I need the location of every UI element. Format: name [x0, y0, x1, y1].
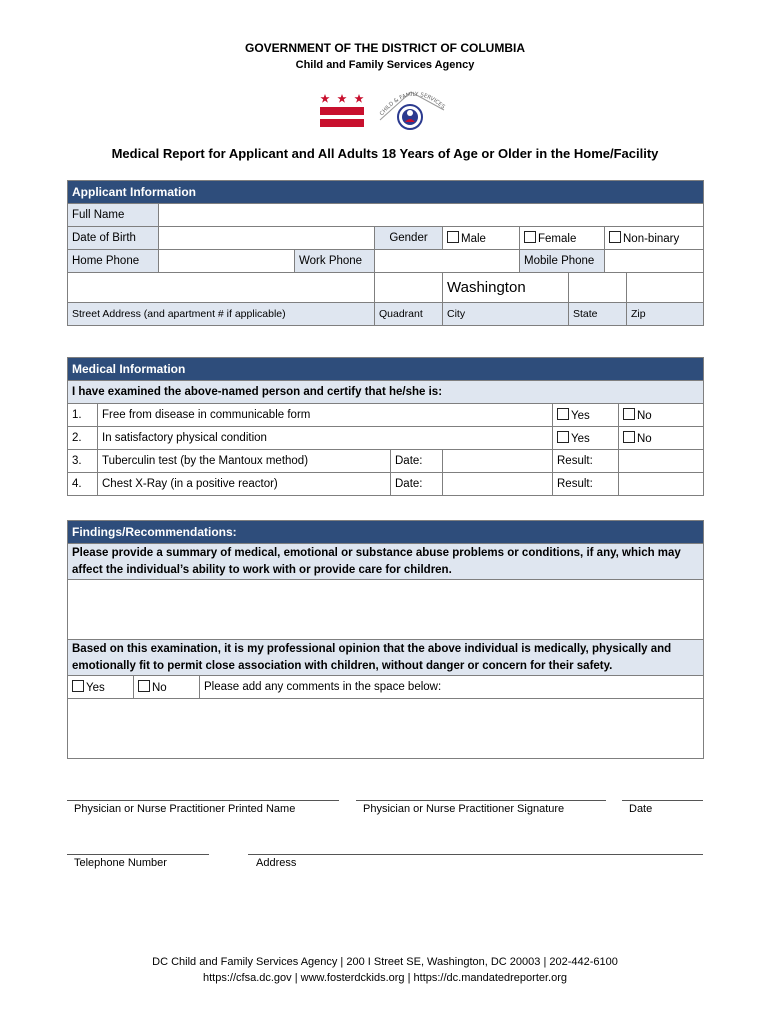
checkbox-icon[interactable] [623, 431, 635, 443]
female-label: Female [538, 233, 577, 245]
checkbox-icon[interactable] [609, 231, 621, 243]
physical-yes-option[interactable] [553, 427, 619, 450]
full-name-field[interactable] [159, 204, 704, 227]
address-line[interactable] [248, 854, 703, 855]
work-phone-field[interactable] [375, 250, 520, 273]
applicant-section-header: Applicant Information [68, 181, 704, 204]
telephone-line[interactable] [67, 854, 209, 855]
flag-bar [320, 119, 364, 127]
gender-nonbinary-option[interactable] [605, 227, 704, 250]
tb-result-label: Result: [553, 450, 619, 473]
state-label: State [569, 303, 627, 326]
row-number: 3. [68, 450, 98, 473]
checkbox-icon[interactable] [623, 408, 635, 420]
government-heading: GOVERNMENT OF THE DISTRICT OF COLUMBIA [245, 41, 525, 55]
gender-female-option[interactable] [520, 227, 605, 250]
xray-result-label: Result: [553, 473, 619, 496]
mobile-phone-field[interactable] [605, 250, 704, 273]
gender-male-option[interactable] [443, 227, 520, 250]
tb-date-field[interactable] [443, 450, 553, 473]
medical-info-table [67, 357, 704, 496]
certify-statement: I have examined the above-named person and certify that he/she is: [68, 381, 704, 404]
city-label: City [443, 303, 569, 326]
male-label: Male [461, 233, 486, 245]
physical-condition-item: In satisfactory physical condition [98, 427, 553, 450]
tuberculin-test-item: Tuberculin test (by the Mantoux method) [98, 450, 391, 473]
findings-table [67, 520, 704, 759]
address-label: Address [256, 857, 297, 869]
checkbox-icon[interactable] [138, 680, 150, 692]
physical-no-option[interactable] [619, 427, 704, 450]
form-title: Medical Report for Applicant and All Adults 18 Years of Age or Older in the Home/Facility [111, 146, 659, 161]
street-address-field[interactable] [68, 273, 375, 303]
star-icon [320, 94, 329, 103]
zip-field[interactable] [627, 273, 704, 303]
home-phone-label: Home Phone [68, 250, 159, 273]
gender-label: Gender [375, 227, 443, 250]
printed-name-line[interactable] [67, 800, 339, 801]
xray-date-label: Date: [391, 473, 443, 496]
cfsa-seal-logo [374, 86, 448, 134]
seal-text: CHILD & FAMILY SERVICES [378, 91, 446, 118]
agency-heading: Child and Family Services Agency [295, 59, 475, 71]
comments-prompt: Please add any comments in the space below: [200, 676, 704, 699]
tb-result-field[interactable] [619, 450, 704, 473]
footer-contact: DC Child and Family Services Agency | 200 I Street SE, Washington, DC 20003 | 202-442-6100 [152, 956, 618, 968]
no-label: No [637, 410, 652, 422]
date-line[interactable] [622, 800, 703, 801]
dc-flag-logo [320, 93, 364, 129]
signature-line[interactable] [356, 800, 606, 801]
disease-yes-option[interactable] [553, 404, 619, 427]
yes-label: Yes [86, 682, 105, 694]
star-icon [337, 94, 346, 103]
quadrant-label: Quadrant [375, 303, 443, 326]
printed-name-label: Physician or Nurse Practitioner Printed Name [74, 803, 296, 815]
xray-result-field[interactable] [619, 473, 704, 496]
full-name-label: Full Name [68, 204, 159, 227]
checkbox-icon[interactable] [72, 680, 84, 692]
state-field[interactable] [569, 273, 627, 303]
professional-opinion-statement: Based on this examination, it is my professional opinion that the above individual is medically, physically and emotionally fit to permit close association with children, without danger or concern for their safety. [68, 640, 704, 676]
date-label: Date [629, 803, 653, 815]
signature-label: Physician or Nurse Practitioner Signature [363, 803, 565, 815]
row-number: 2. [68, 427, 98, 450]
no-label: No [637, 433, 652, 445]
chest-xray-item: Chest X-Ray (in a positive reactor) [98, 473, 391, 496]
yes-label: Yes [571, 410, 590, 422]
row-number: 1. [68, 404, 98, 427]
communicable-disease-item: Free from disease in communicable form [98, 404, 553, 427]
work-phone-label: Work Phone [295, 250, 375, 273]
mobile-phone-label: Mobile Phone [520, 250, 605, 273]
home-phone-field[interactable] [159, 250, 295, 273]
xray-date-field[interactable] [443, 473, 553, 496]
applicant-info-table [67, 180, 704, 326]
checkbox-icon[interactable] [557, 431, 569, 443]
date-of-birth-label: Date of Birth [68, 227, 159, 250]
zip-label: Zip [627, 303, 704, 326]
checkbox-icon[interactable] [557, 408, 569, 420]
yes-label: Yes [571, 433, 590, 445]
no-label: No [152, 682, 167, 694]
footer-links: https://cfsa.dc.gov | www.fosterdckids.org | https://dc.mandatedreporter.org [203, 972, 567, 984]
city-field[interactable]: Washington [443, 273, 569, 303]
star-icon [354, 94, 363, 103]
date-of-birth-field[interactable] [159, 227, 375, 250]
telephone-label: Telephone Number [74, 857, 167, 869]
tb-date-label: Date: [391, 450, 443, 473]
fit-yes-option[interactable] [68, 676, 134, 699]
findings-prompt: Please provide a summary of medical, emotional or substance abuse problems or conditions, if any, which may affect the individual’s ability to work with or provide care for children. [68, 544, 704, 580]
checkbox-icon[interactable] [447, 231, 459, 243]
medical-section-header: Medical Information [68, 358, 704, 381]
flag-bar [320, 107, 364, 115]
quadrant-field[interactable] [375, 273, 443, 303]
checkbox-icon[interactable] [524, 231, 536, 243]
findings-summary-field[interactable] [68, 580, 704, 640]
street-address-label: Street Address (and apartment # if applicable) [68, 303, 375, 326]
row-number: 4. [68, 473, 98, 496]
findings-section-header: Findings/Recommendations: [68, 521, 704, 544]
disease-no-option[interactable] [619, 404, 704, 427]
fit-no-option[interactable] [134, 676, 200, 699]
nonbinary-label: Non-binary [623, 233, 680, 245]
comments-field[interactable] [68, 699, 704, 759]
